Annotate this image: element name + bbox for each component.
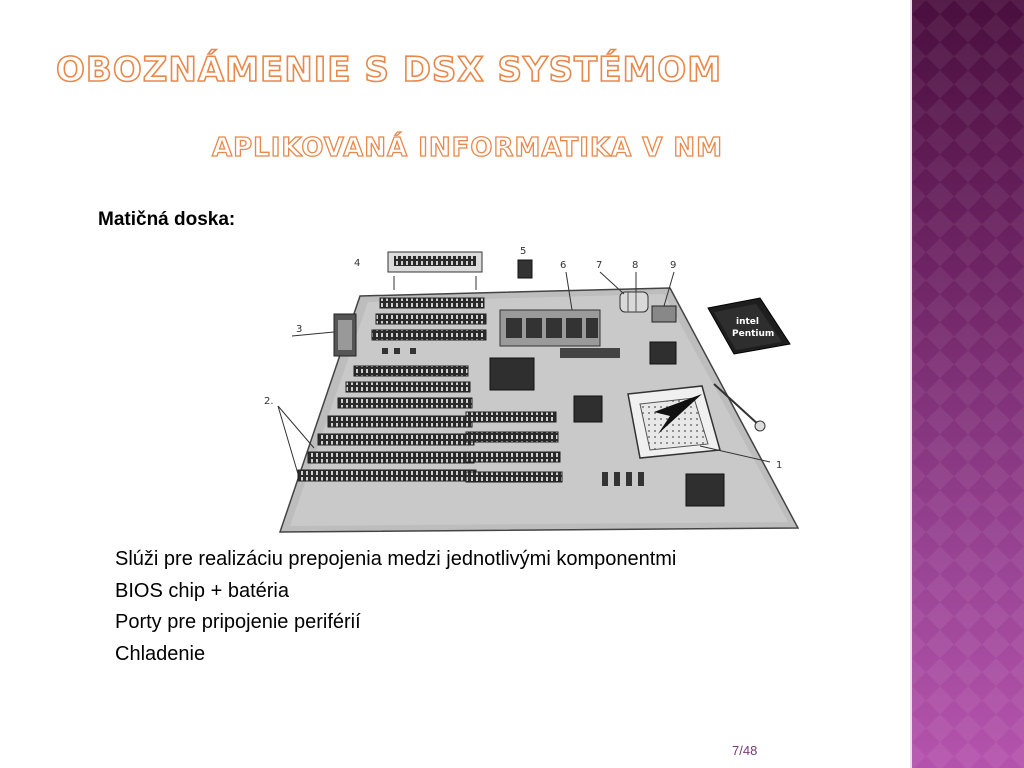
chip-brand: intel — [736, 317, 759, 327]
bullet-item: Slúži pre realizáciu prepojenia medzi jednotlivými komponentmi — [115, 548, 677, 570]
callout-7: 7 — [596, 260, 603, 271]
memory-slots-top — [372, 298, 486, 340]
intel-pentium-chip — [708, 298, 790, 354]
section-label: Matičná doska: — [98, 209, 236, 230]
keyboard-connector — [334, 314, 356, 356]
side-decorative-panel — [912, 0, 1024, 768]
callout-9: 9 — [670, 260, 677, 271]
callout-6: 6 — [560, 260, 567, 271]
motherboard-illustration — [250, 236, 810, 536]
bullet-list — [115, 544, 676, 670]
callout-1: 1 — [776, 460, 783, 471]
battery — [620, 292, 648, 312]
callout-2: 2. — [264, 396, 274, 407]
callout-5: 5 — [520, 246, 527, 257]
port-connector — [652, 306, 676, 322]
page-number: 7/48 — [732, 743, 758, 758]
bullet-item: Porty pre pripojenie periférií — [115, 611, 361, 633]
slide-subtitle: APLIKOVANÁ INFORMATIKA V NM — [212, 133, 724, 163]
chip-model: Pentium — [732, 329, 775, 339]
bios-chip — [518, 260, 532, 278]
callout-4: 4 — [354, 258, 361, 269]
support-chip — [686, 474, 724, 506]
bullet-item: Chladenie — [115, 642, 206, 665]
clock-chip — [650, 342, 676, 364]
callout-8: 8 — [632, 260, 639, 271]
io-chip — [574, 396, 602, 422]
controller-chip — [490, 358, 534, 390]
slide-title: OBOZNÁMENIE S DSX SYSTÉMOM — [56, 50, 723, 90]
ram-module — [388, 252, 482, 290]
bullet-item: BIOS chip + batéria — [115, 579, 289, 602]
callout-3: 3 — [296, 324, 303, 335]
